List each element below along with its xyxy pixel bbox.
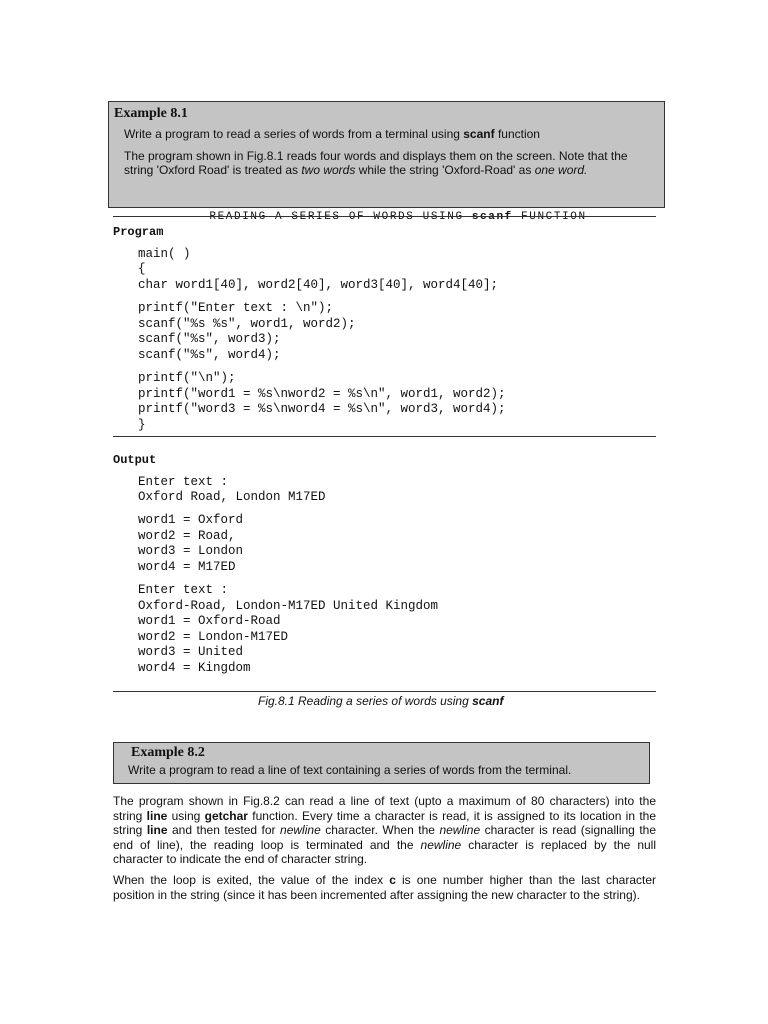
output-line: word1 = Oxford	[138, 513, 244, 527]
caption-text: Fig.8.1 Reading a series of words using	[258, 694, 473, 708]
paragraph-line	[113, 852, 656, 867]
code-line: scanf("%s %s", word1, word2);	[138, 317, 356, 331]
output-line: word2 = London-M17ED	[138, 630, 289, 644]
output-line: Oxford Road, London M17ED	[138, 490, 326, 504]
section-title	[193, 199, 587, 223]
output-line: word4 = Kingdom	[138, 661, 251, 675]
program-code	[138, 247, 658, 437]
desc-emphasis: one word.	[534, 163, 588, 177]
section-title-keyword: scanf	[471, 211, 513, 223]
paragraph-text: getchar	[204, 808, 248, 823]
paragraph-text: string	[113, 808, 147, 823]
example-8-1-desc-line-1: The program shown in Fig.8.1 reads four words and displays them on the screen. Note that the	[124, 149, 628, 163]
output-line: word1 = Oxford-Road	[138, 614, 281, 628]
paragraph-text: newline	[420, 837, 462, 852]
paragraph-text: newline	[280, 823, 321, 837]
section-title-text: READING A SERIES OF WORDS USING	[209, 211, 472, 223]
paragraph-text: character is replaced by the null	[461, 837, 656, 852]
code-line: scanf("%s", word4);	[138, 348, 281, 362]
paragraph-text: end of line), the reading loop is terminated and the	[113, 837, 421, 852]
paragraph-line	[113, 888, 656, 903]
paragraph-text: When the loop is exited, the value of the index	[113, 873, 390, 887]
divider	[113, 216, 656, 217]
paragraph-text: character. When the	[320, 823, 440, 837]
paragraph-text: line	[146, 808, 168, 823]
output-line: word3 = United	[138, 645, 244, 659]
paragraph-line	[113, 794, 656, 809]
paragraph-text: position in the string (since it has been incremented after assigning the new character to the string).	[113, 887, 640, 902]
output-line: word3 = London	[138, 544, 244, 558]
code-line: char word1[40], word2[40], word3[40], word4[40];	[138, 278, 499, 292]
paragraph-text: using	[167, 808, 205, 823]
desc-emphasis: two words	[301, 163, 356, 177]
output-line: Enter text :	[138, 475, 229, 489]
paragraph-text: line	[146, 823, 168, 837]
output-heading: Output	[113, 453, 157, 467]
example-8-2-title: Example 8.2	[131, 745, 205, 760]
paragraph-text: and then tested for	[167, 823, 281, 837]
example-8-1-desc-line-2	[124, 163, 587, 177]
paragraph-line	[113, 823, 656, 838]
paragraph-text: The program shown in Fig.8.2 can read a line of text (upto a maximum of 80 characters) into the	[113, 794, 656, 808]
code-line: printf("word1 = %s\nword2 = %s\n", word1, word2);	[138, 387, 506, 401]
code-line: {	[138, 262, 146, 276]
section-title-text-end: FUNCTION	[512, 211, 587, 223]
paragraph-text: function. Every time a character is read, it is assigned to its location in the	[247, 808, 656, 823]
paragraph-line	[113, 809, 656, 824]
divider	[113, 691, 656, 692]
task-keyword: scanf	[463, 127, 495, 141]
example-8-1-title: Example 8.1	[114, 106, 188, 121]
task-text: Write a program to read a series of words from a terminal using	[124, 127, 464, 141]
paragraph-text: newline	[439, 823, 481, 837]
output-line: word4 = M17ED	[138, 560, 236, 574]
code-line: printf("\n");	[138, 371, 236, 385]
example-8-2-task: Write a program to read a line of text containing a series of words from the terminal.	[128, 763, 572, 777]
paragraph-line	[113, 838, 656, 853]
paragraph-text: string	[113, 823, 147, 837]
figure-caption	[258, 694, 503, 708]
code-line: printf("word3 = %s\nword4 = %s\n", word3, word4);	[138, 402, 506, 416]
example-8-1-task	[124, 127, 540, 141]
task-text-end: function	[494, 127, 540, 141]
caption-keyword: scanf	[472, 694, 504, 708]
divider	[113, 436, 656, 437]
output-text	[138, 475, 658, 685]
code-line: main( )	[138, 247, 191, 261]
body-paragraph-2	[113, 873, 656, 902]
code-line: scanf("%s", word3);	[138, 332, 281, 346]
output-line: word2 = Road,	[138, 529, 236, 543]
paragraph-text: character to indicate the end of character string.	[113, 852, 368, 866]
paragraph-text: character is read (signalling the	[480, 823, 657, 837]
body-paragraph-1	[113, 794, 656, 867]
output-line: Enter text :	[138, 583, 229, 597]
output-line: Oxford-Road, London-M17ED United Kingdom	[138, 599, 439, 613]
code-line: }	[138, 418, 146, 432]
program-heading: Program	[113, 225, 164, 239]
paragraph-text: is one number higher than the last character	[395, 873, 657, 887]
code-line: printf("Enter text : \n");	[138, 301, 334, 315]
desc-text: while the string 'Oxford-Road' as	[355, 163, 535, 177]
desc-text: string 'Oxford Road' is treated as	[124, 163, 302, 177]
paragraph-line	[113, 873, 656, 888]
paragraph-text: c	[389, 873, 396, 887]
